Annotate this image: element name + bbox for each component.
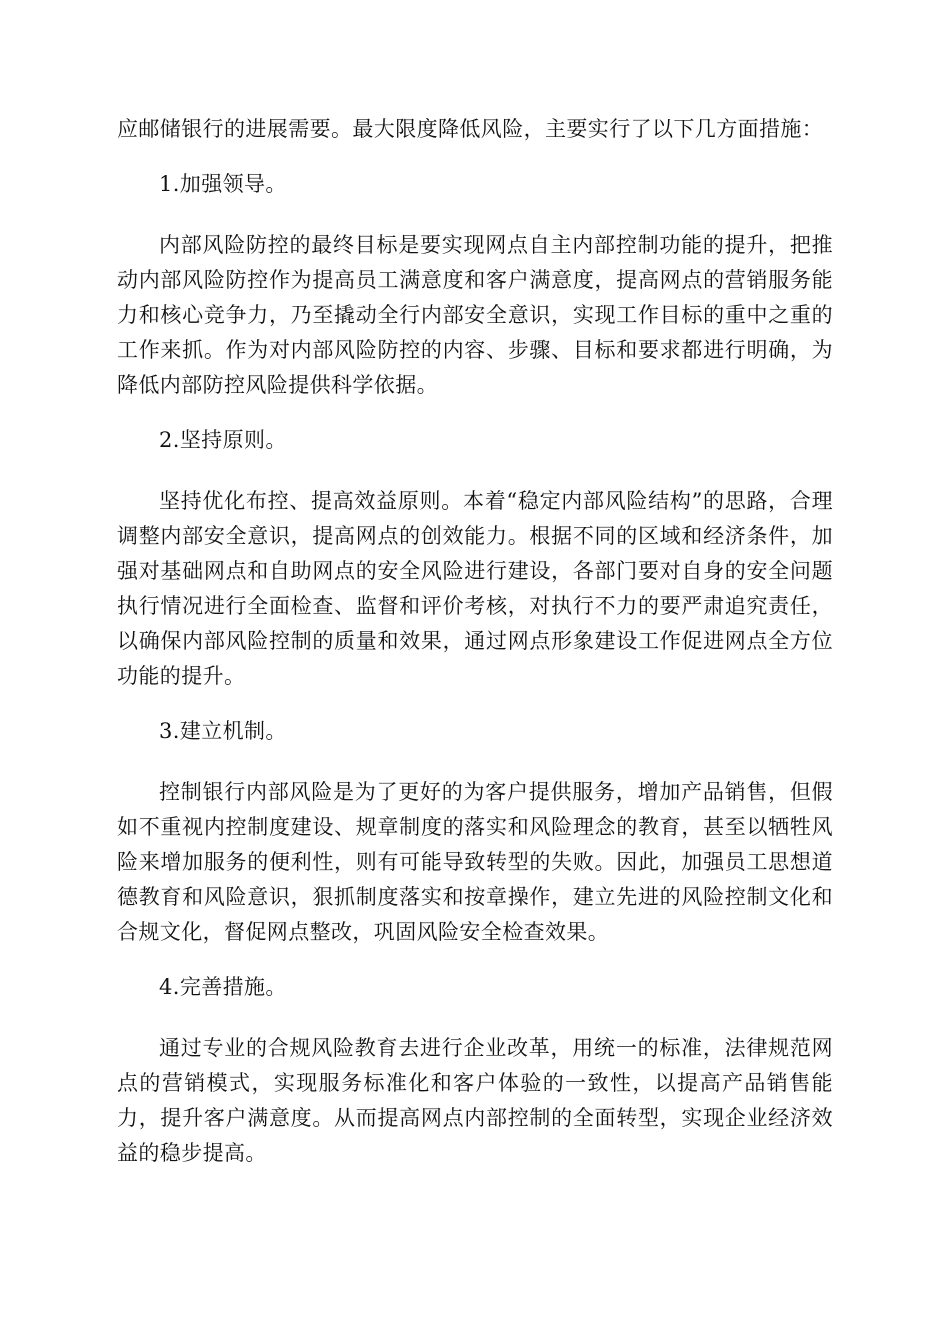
intro-paragraph: 应邮储银行的进展需要。最大限度降低风险，主要实行了以下几方面措施： [117,117,824,141]
section-body-1: 内部风险防控的最终目标是要实现网点自主内部控制功能的提升，把推动内部风险防控作为提高员工满意度和客户满意度，提高网点的营销服务能力和核心竞争力，乃至撬动全行内部安全意识，实现工作目标的重中之重的工作来抓。作为对内部风险防控的内容、步骤、目标和要求都进行明确，为降低内部防控风险提供科学依据。 [117,233,833,397]
section-body-2: 坚持优化布控、提高效益原则。本着“稳定内部风险结构”的思路，合理调整内部安全意识，提高网点的创效能力。根据不同的区域和经济条件，加强对基础网点和自助网点的安全风险进行建设，各部门要对自身的安全问题执行情况进行全面检查、监督和评价考核，对执行不力的要严肃追究责任，以确保内部风险控制的质量和效果，通过网点形象建设工作促进网点全方位功能的提升。 [117,489,833,688]
section-body-4: 通过专业的合规风险教育去进行企业改革，用统一的标准，法律规范网点的营销模式，实现服务标准化和客户体验的一致性，以提高产品销售能力，提升客户满意度。从而提高网点内部控制的全面转型，实现企业经济效益的稳步提高。 [117,1036,833,1165]
document-page [117,112,833,1171]
section-heading-4: 4.完善措施。 [159,975,287,999]
section-heading-1: 1.加强领导。 [159,172,287,196]
section-heading-3: 3.建立机制。 [159,719,287,743]
section-heading-2: 2.坚持原则。 [159,428,287,452]
section-body-3: 控制银行内部风险是为了更好的为客户提供服务，增加产品销售，但假如不重视内控制度建设、规章制度的落实和风险理念的教育，甚至以牺牲风险来增加服务的便利性，则有可能导致转型的失败。因此，加强员工思想道德教育和风险意识，狠抓制度落实和按章操作，建立先进的风险控制文化和合规文化，督促网点整改，巩固风险安全检查效果。 [117,780,833,944]
